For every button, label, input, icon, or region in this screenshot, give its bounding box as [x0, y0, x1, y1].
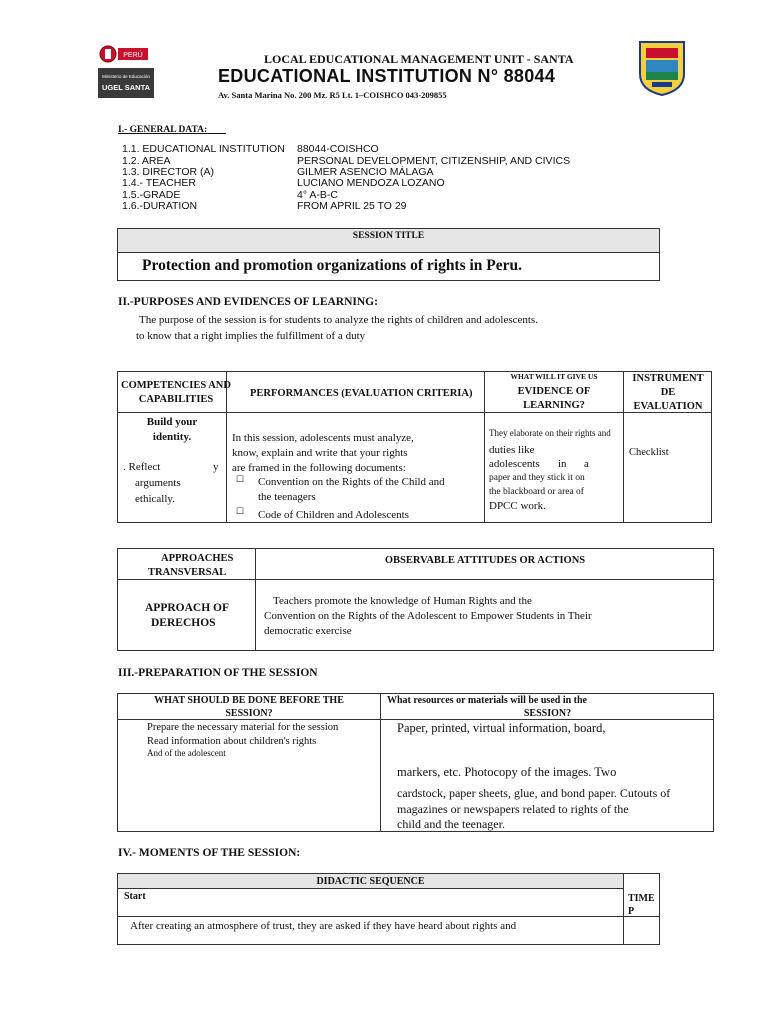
- start-row-text: After creating an atmosphere of trust, they are asked if they have heard about rights and: [130, 920, 517, 932]
- purpose-line-2: to know that a right implies the fulfillment of a duty: [136, 330, 366, 342]
- competency-title: Build your identity.: [146, 416, 198, 443]
- ministry-label: Ministerio de Educación: [102, 74, 150, 79]
- instrument-header: INSTRUMENT DE EVALUATION: [632, 373, 704, 413]
- performance-bullet-1: Convention on the Rights of the Child and the teenagers: [258, 476, 445, 504]
- approach-name: APPROACH OF DERECHOS: [145, 602, 230, 629]
- general-value-3: GILMER ASENCIO MÁLAGA: [297, 166, 434, 178]
- start-label: Start: [124, 891, 146, 902]
- general-value-2: PERSONAL DEVELOPMENT, CITIZENSHIP, AND CIVICS: [297, 155, 571, 167]
- competency-ethically: ethically.: [135, 493, 175, 505]
- preparation-header-left: WHAT SHOULD BE DONE BEFORE THE SESSION?: [154, 695, 344, 719]
- general-label-1: 1.1. EDUCATIONAL INSTITUTION: [122, 143, 285, 155]
- preparation-before-list: Prepare the necessary material for the session Read information about children's rights And of the adolescent: [147, 722, 339, 759]
- session-title-text: Protection and promotion organizations of rights in Peru.: [142, 257, 523, 274]
- resources-line-3: cardstock, paper sheets, glue, and bond paper. Cutouts of magazines or newspapers related to rights of the child and the teenager.: [397, 786, 671, 832]
- approach-description: Teachers promote the knowledge of Human Rights and the Convention on the Rights of the Adolescent to Empower Students in Their democratic exercise: [264, 595, 592, 638]
- competency-arguments: arguments: [135, 477, 181, 489]
- general-label-5: 1.5.-GRADE: [122, 189, 181, 201]
- institution-title: EDUCATIONAL INSTITUTION N° 88044: [218, 66, 556, 86]
- bullet-icon-2: ☐: [236, 506, 245, 516]
- evidence-header: EVIDENCE OF LEARNING?: [517, 386, 591, 411]
- general-value-4: LUCIANO MENDOZA LOZANO: [297, 177, 445, 189]
- approaches-header-left: APPROACHES TRANSVERSAL: [148, 553, 234, 578]
- didactic-row-divider: [117, 916, 660, 917]
- bullet-icon-1: ☐: [236, 474, 245, 484]
- ugel-santa-logo: [98, 42, 154, 98]
- purpose-line-1: The purpose of the session is for students to analyze the rights of children and adolescents.: [139, 314, 538, 326]
- evidence-line-3a: adolescents: [489, 458, 540, 470]
- school-crest-logo: [638, 40, 686, 96]
- preparation-heading: III.-PREPARATION OF THE SESSION: [118, 667, 318, 679]
- competency-reflect: . Reflect: [123, 461, 161, 473]
- competencies-col-divider-2: [484, 371, 485, 523]
- general-label-4: 1.4.- TEACHER: [122, 177, 196, 189]
- general-data-heading: I.- GENERAL DATA:: [118, 125, 208, 135]
- address-line: Av. Santa Marina No. 200 Mz. R5 Lt. 1–COISHCO 043-209855: [218, 90, 447, 100]
- general-label-6: 1.6.-DURATION: [122, 200, 198, 212]
- general-value-1: 88044-COISHCO: [297, 143, 379, 155]
- didactic-sequence-label: DIDACTIC SEQUENCE: [316, 876, 425, 887]
- evidence-line-6: DPCC work.: [489, 500, 546, 512]
- evidence-line-4: paper and they stick it on: [489, 473, 585, 483]
- resources-line-2: markers, etc. Photocopy of the images. Two: [397, 765, 617, 779]
- peru-label: PERÚ: [123, 52, 143, 59]
- time-header: TIME P: [628, 893, 655, 917]
- evidence-line-2: duties like: [489, 444, 535, 456]
- didactic-col-divider: [623, 873, 624, 945]
- session-title-label: SESSION TITLE: [352, 231, 425, 241]
- preparation-header-right: What resources or materials will be used in the SESSION?: [387, 695, 587, 719]
- evidence-line-3c: a: [584, 458, 589, 470]
- general-label-3: 1.3. DIRECTOR (A): [122, 166, 214, 178]
- performances-header: PERFORMANCES (EVALUATION CRITERIA): [250, 388, 473, 399]
- ugel-label: UGEL SANTA: [101, 83, 151, 92]
- evidence-line-1: They elaborate on their rights and: [489, 428, 611, 438]
- competencies-header: COMPETENCIES AND CAPABILITIES: [121, 380, 231, 405]
- moments-heading: IV.- MOMENTS OF THE SESSION:: [118, 847, 301, 859]
- instrument-checklist: Checklist: [629, 447, 669, 458]
- management-unit-title: LOCAL EDUCATIONAL MANAGEMENT UNIT - SANTA: [264, 52, 574, 66]
- general-value-6: FROM APRIL 25 TO 29: [297, 200, 407, 212]
- evidence-line-3b: in: [558, 458, 567, 470]
- general-label-2: 1.2. AREA: [122, 155, 171, 167]
- evidence-line-5: the blackboard or area of: [489, 487, 584, 497]
- evidence-header-small: WHAT WILL IT GIVE US: [510, 372, 598, 381]
- resources-line-1: Paper, printed, virtual information, board,: [397, 721, 606, 735]
- general-value-5: 4° A-B-C: [297, 189, 338, 201]
- approaches-header-right: OBSERVABLE ATTITUDES OR ACTIONS: [384, 555, 586, 566]
- competency-y: y: [213, 461, 219, 473]
- performance-bullet-2: Code of Children and Adolescents: [258, 509, 409, 521]
- performance-text: In this session, adolescents must analyze, know, explain and write that your rights are framed in the following documents:: [232, 432, 414, 475]
- purposes-heading: II.-PURPOSES AND EVIDENCES OF LEARNING:: [118, 296, 378, 308]
- didactic-header-divider: [117, 888, 623, 889]
